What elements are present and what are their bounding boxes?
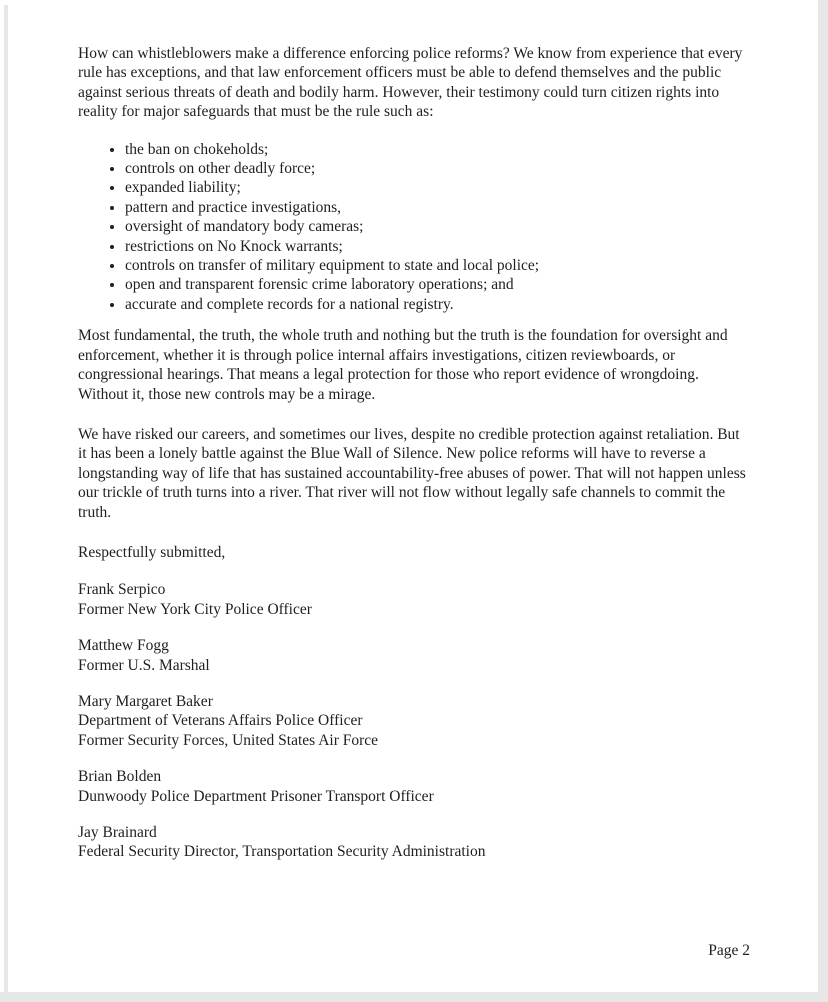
signature-block-mary-margaret-baker [78, 692, 750, 750]
paragraph-risk: We have risked our careers, and sometimes our lives, despite no credible protection against retaliation. But it has been a lonely battle against the Blue Wall of Silence. New police reforms will have to reverse a longstanding way of life that has sustained accountability-free abuses of power. That will not happen unless our trickle of truth turns into a river. That river will not flow without legally safe channels to commit the truth. [78, 425, 746, 521]
signature-block-matthew-fogg [78, 636, 750, 675]
bullet-item: • controls on transfer of military equipment to state and local police; [125, 256, 750, 275]
signature-name: Mary Margaret Baker [78, 692, 213, 710]
bullet-item: • controls on other deadly force; [125, 159, 750, 178]
bullet-item: • the ban on chokeholds; [125, 140, 750, 159]
signature-name: Jay Brainard [78, 824, 157, 841]
signature-title: Department of Veterans Affairs Police Officer [78, 712, 363, 730]
page-edge-right [818, 0, 828, 1002]
bullet-list [78, 140, 750, 315]
page-edge-bottom [0, 992, 828, 1002]
paragraph-truth: Most fundamental, the truth, the whole truth and nothing but the truth is the foundation for oversight and enforcement, whether it is through police internal affairs investigations, citizen reviewboards, or congressional hearings. That means a legal protection for those who report evidence of wrongdoing. Without it, those new controls may be a mirage. [78, 327, 728, 403]
signature-title: Dunwoody Police Department Prisoner Transport Officer [78, 787, 434, 805]
paragraph-intro: How can whistleblowers make a difference enforcing police reforms? We know from experience that every rule has exceptions, and that law enforcement officers must be able to defend themselves and the public against serious threats of death and bodily harm. However, their testimony could turn citizen rights into reality for major safeguards that must be the rule such as: [78, 45, 743, 121]
signature-name: Brian Bolden [78, 768, 162, 786]
bullet-item: • oversight of mandatory body cameras; [125, 217, 750, 236]
signature-name: Matthew Fogg [78, 637, 169, 655]
bullet-item: • accurate and complete records for a national registry. [125, 295, 750, 314]
signature-title: Former Security Forces, United States Air Force [78, 731, 379, 749]
bullet-item: • expanded liability; [125, 178, 750, 197]
page-edge-left [4, 5, 8, 992]
bullet-item: • open and transparent forensic crime laboratory operations; and [125, 275, 750, 294]
signature-block-brian-bolden [78, 767, 750, 806]
signature-name: Frank Serpico [78, 581, 166, 599]
document-body [78, 44, 750, 879]
signature-title: Former New York City Police Officer [78, 600, 312, 618]
signature-title: Federal Security Director, Transportation Security Administration [78, 843, 486, 861]
bullet-item: • pattern and practice investigations, [125, 198, 750, 217]
bullet-item: • restrictions on No Knock warrants; [125, 237, 750, 256]
signature-block-jay-brainard [78, 823, 750, 862]
page-number: Page 2 [708, 942, 750, 959]
signature-title: Former U.S. Marshal [78, 656, 210, 674]
closing-line: Respectfully submitted, [78, 543, 226, 561]
signature-block-frank-serpico [78, 580, 750, 619]
